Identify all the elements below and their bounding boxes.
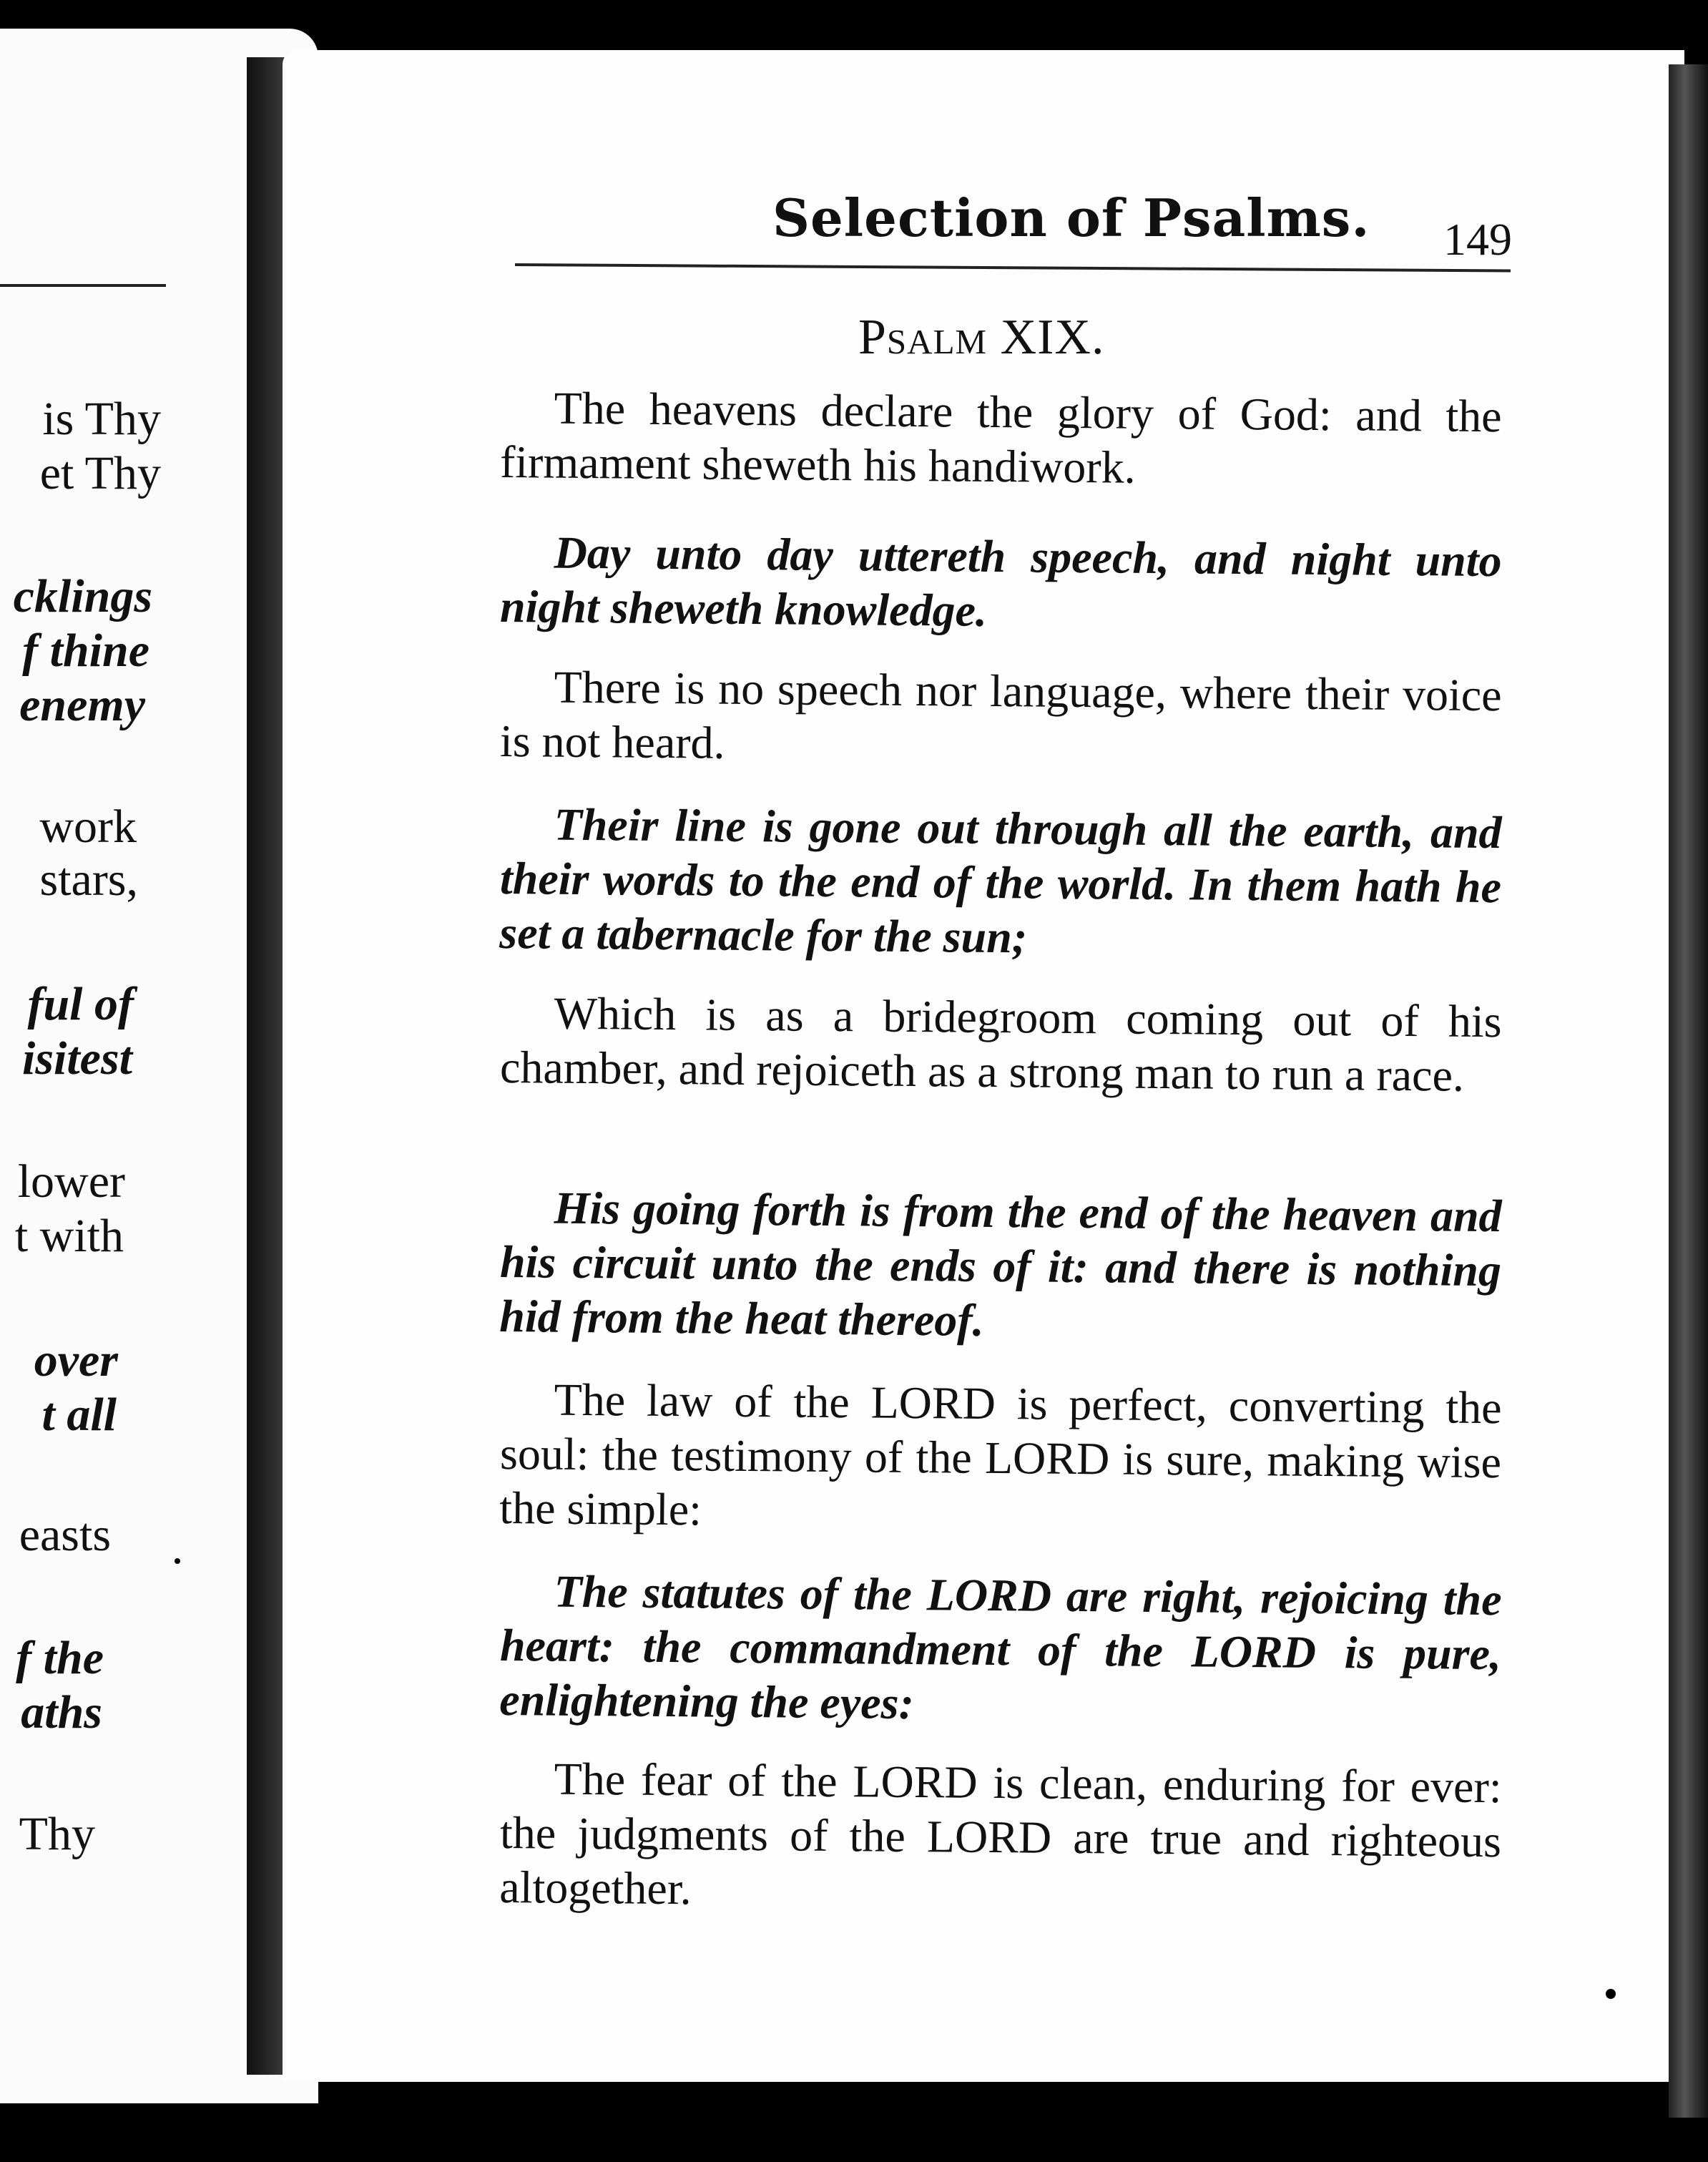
verse-8 [499, 1564, 1502, 1736]
left-fragment: et Thy [39, 447, 161, 499]
left-fragment: stars, [39, 853, 138, 906]
left-fragment: enemy [19, 679, 145, 731]
ink-dot [1606, 1989, 1616, 1999]
verse-5 [500, 986, 1502, 1103]
verse-3 [500, 660, 1502, 777]
psalm-heading: Psalm XIX. [858, 310, 1105, 365]
left-fragment: cklings [13, 570, 152, 622]
left-fragment: isitest [21, 1032, 132, 1085]
verse-text: Their line is gone out through all the earth, and their words to the end of the world. In them hath he set a tabernacle for the sun; [499, 798, 1502, 963]
verse-text: His going forth is from the end of the heaven and his circuit unto the ends of it: and there is nothing hid from the heat thereof. [499, 1182, 1502, 1346]
left-fragment: work [39, 801, 137, 853]
verse-2 [500, 525, 1502, 642]
left-header-rule [0, 284, 166, 287]
left-fragment: is Thy [42, 393, 161, 445]
left-fragment: over [34, 1334, 118, 1386]
left-fragment: lower [17, 1155, 125, 1208]
verse-text: Which is as a bridegroom coming out of his chamber, and rejoiceth as a strong man to run a race. [499, 987, 1502, 1101]
verse-text: The fear of the LORD is clean, enduring for ever: the judgments of the LORD are true and righteous altogether. [499, 1753, 1502, 1914]
left-fragment: ful of [27, 978, 134, 1030]
verse-7 [499, 1372, 1502, 1544]
left-fragment: t with [14, 1210, 124, 1262]
left-fragment: aths [21, 1686, 102, 1738]
verse-text: Day unto day uttereth speech, and night unto night sheweth knowledge. [499, 527, 1502, 636]
verse-text: The heavens declare the glory of God: and the firmament sheweth his handiwork. [499, 382, 1502, 493]
left-fragment: f the [16, 1632, 104, 1684]
verse-9 [499, 1751, 1502, 1923]
verse-6 [499, 1180, 1502, 1352]
verse-1 [500, 381, 1502, 498]
left-fragment: f thine [22, 625, 149, 677]
verse-text: The statutes of the LORD are right, rejoicing the heart: the commandment of the LORD is pure, enlightening the eyes: [499, 1565, 1502, 1729]
speck [175, 1558, 180, 1564]
verse-4 [499, 797, 1502, 969]
page-edge [1669, 64, 1708, 2118]
page-number: 149 [1443, 214, 1512, 265]
left-fragment: t all [41, 1389, 117, 1441]
verse-text: The law of the LORD is perfect, converting the soul: the testimony of the LORD is sure, making wise the simple: [499, 1374, 1502, 1535]
running-header-title: Selection of Psalms. [772, 187, 1370, 248]
left-fragment: Thy [19, 1808, 95, 1860]
verse-text: There is no speech nor language, where their voice is not heard. [499, 661, 1502, 768]
left-fragment: easts [19, 1509, 111, 1561]
